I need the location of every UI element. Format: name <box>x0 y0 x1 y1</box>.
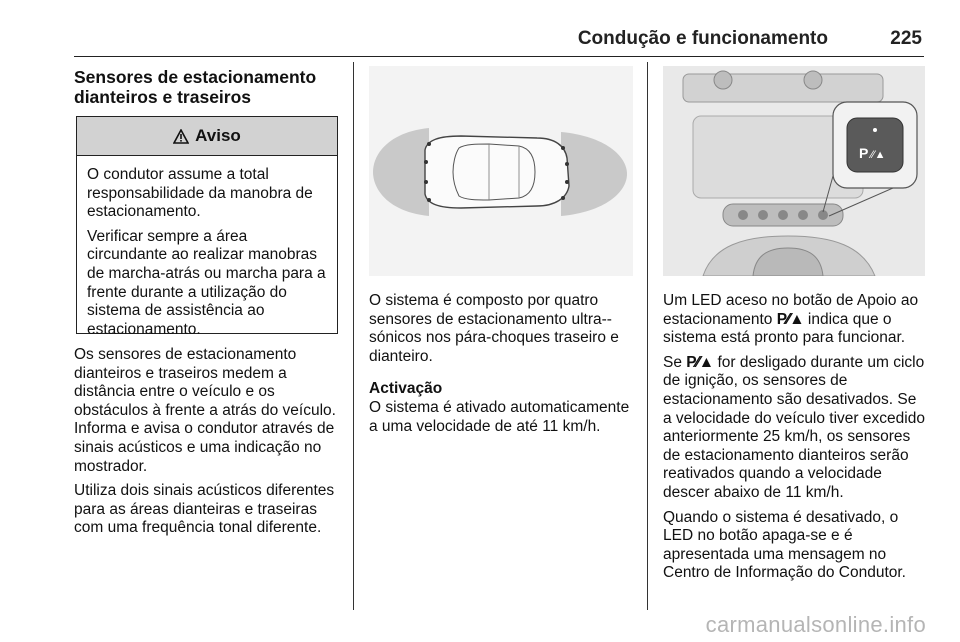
watermark: carmanualsonline.info <box>705 612 926 637</box>
park-assist-symbol: P⁄⁄▲ <box>776 310 804 328</box>
activation-text: O sistema é ativado automaticamente a uma velocidade de até 11 km/h. <box>369 398 630 435</box>
car-sensor-zones-illustration <box>369 66 633 276</box>
led-paragraph <box>663 292 929 348</box>
warning-body <box>77 156 337 339</box>
body-paragraph: Os sensores de estacionamento dianteiros e traseiros medem a distância entre o veículo e os obstáculos à frente a atrás do veículo. Informa e avisa o condutor através de sinais acústicos e uma indicação no mostrador. <box>74 346 336 475</box>
console-graphic <box>663 66 925 276</box>
body-paragraph: Quando o sistema é desativado, o LED no botão apaga-se e é apresentada uma mensagem no Centro de Informação do Condutor. <box>663 508 906 582</box>
body-paragraph: O sistema é composto por quatro sensores de estacionamento ultra--sónicos nos pára-choques traseiro e dianteiro. <box>369 292 619 365</box>
body-paragraph: Utiliza dois sinais acústicos diferentes para as áreas dianteiras e traseiras com uma frequência tonal diferente. <box>74 482 335 537</box>
park-assist-symbol: P⁄⁄▲ <box>686 353 714 371</box>
section-title-line2: dianteiros e traseiros <box>74 87 252 107</box>
page-number: 225 <box>890 28 922 49</box>
left-column-body <box>74 346 344 544</box>
page-header <box>74 28 924 57</box>
warning-box <box>76 116 338 338</box>
deactivation-text-a: Se <box>663 353 682 371</box>
left-column-title <box>74 67 344 107</box>
led-text-a: Um LED aceso no botão de Apoio ao estacionamento <box>663 292 919 328</box>
middle-column-body <box>369 292 635 442</box>
led-text-b: indica que o sistema está pronto para funcionar. <box>663 310 906 347</box>
warning-paragraph: Verificar sempre a área circundante ao realizar manobras de marcha-atrás ou marcha para a frente durante a utilização do sistema de assistência ao estacionamento. <box>87 227 326 338</box>
center-console-park-button-illustration <box>663 66 925 276</box>
warning-triangle-icon <box>173 129 189 144</box>
section-title: Sensores de estacionamento <box>74 67 317 87</box>
deactivation-paragraph <box>663 354 929 503</box>
svg-text:P: P <box>859 145 869 161</box>
deactivation-text-b: for desligado durante um ciclo de ignição, os sensores de estacionamento são desativados. Se a velocidade do veículo tiver excedido anteriormente 25 km/h, os sensores de estacionamento dianteiros serão reativados quando a velocidade descer abaixo de 11 km/h. <box>663 353 925 501</box>
column-divider <box>647 62 648 610</box>
activation-heading: Activação <box>369 380 443 398</box>
column-divider <box>353 62 354 610</box>
warning-header <box>77 117 337 156</box>
car-top-view-graphic <box>369 66 633 276</box>
chapter-title: Condução e funcionamento <box>577 28 828 49</box>
right-column-body <box>663 292 929 589</box>
warning-heading: Aviso <box>195 126 241 145</box>
warning-paragraph: O condutor assume a total responsabilidade da manobra de estacionamento. <box>87 166 313 221</box>
svg-text:⁄⁄▲: ⁄⁄▲ <box>871 149 886 161</box>
